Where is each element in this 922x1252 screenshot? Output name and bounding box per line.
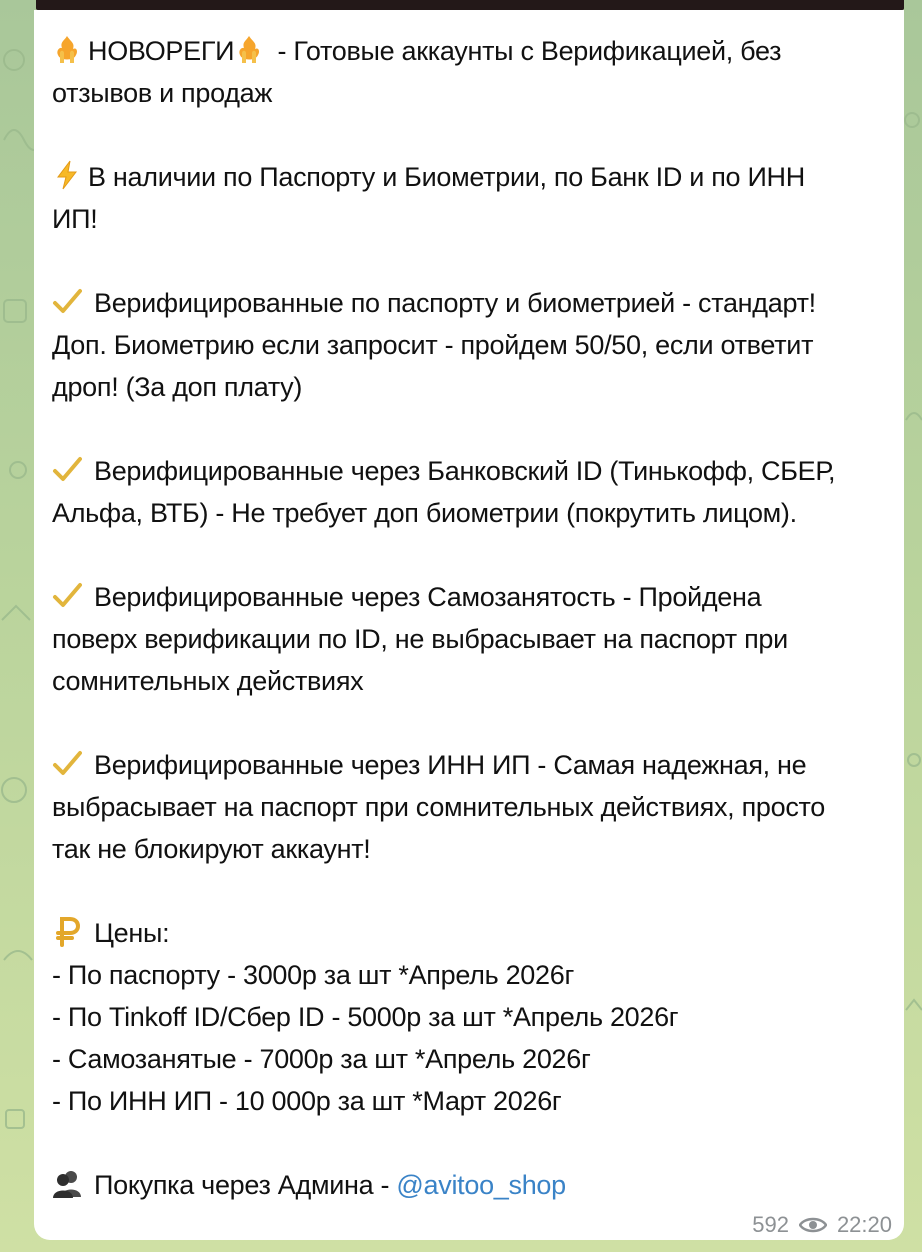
ruble-icon — [52, 915, 82, 947]
message-text — [52, 30, 902, 1206]
feature-paragraph-4 — [52, 744, 902, 870]
feature-1-line-1 — [52, 282, 902, 324]
contact-paragraph — [52, 1164, 902, 1206]
contact-text: Покупка через Админа - — [94, 1170, 397, 1200]
feature-2-line-1-text: Верифицированные через Банковский ID (Тинькофф, СБЕР, — [94, 456, 836, 486]
feature-1-line-3: дроп! (За доп плату) — [52, 372, 303, 402]
feature-3-line-1-text: Верифицированные через Самозанятость - Пройдена — [94, 582, 762, 612]
check-mark-icon — [52, 747, 82, 779]
lightning-icon — [52, 159, 82, 191]
feature-4-line-1-text: Верифицированные через ИНН ИП - Самая надежная, не — [94, 750, 807, 780]
raising-hands-fire-icon — [52, 33, 82, 65]
top-divider — [36, 0, 904, 10]
price-item: - По ИНН ИП - 10 000р за шт *Март 2026г — [52, 1086, 562, 1116]
feature-3-line-2: поверх верификации по ID, не выбрасывает на паспорт при — [52, 624, 788, 654]
feature-2-line-2: Альфа, ВТБ) - Не требует доп биометрии (покрутить лицом). — [52, 498, 797, 528]
price-item: - Самозанятые - 7000р за шт *Апрель 2026г — [52, 1044, 591, 1074]
intro-paragraph — [52, 30, 902, 114]
view-count: 592 — [752, 1212, 789, 1237]
message-time: 22:20 — [836, 1212, 892, 1237]
feature-3-line-1 — [52, 576, 902, 618]
price-item: - По Tinkoff ID/Сбер ID - 5000р за шт *Апрель 2026г — [52, 1002, 679, 1032]
prices-heading — [52, 912, 902, 954]
contact-line — [52, 1164, 902, 1206]
feature-1-line-2: Доп. Биометрию если запросит - пройдем 50/50, если ответит — [52, 330, 814, 360]
feature-4-line-2: выбрасывает на паспорт при сомнительных действиях, просто — [52, 792, 826, 822]
admin-handle-link[interactable]: @avitoo_shop — [396, 1170, 566, 1200]
feature-4-line-1 — [52, 744, 902, 786]
prices-paragraph — [52, 912, 902, 1122]
intro-title: НОВОРЕГИ — [88, 36, 235, 66]
feature-paragraph-3 — [52, 576, 902, 702]
intro-line-2: отзывов и продаж — [52, 78, 273, 108]
availability-line-1-text: В наличии по Паспорту и Биометрии, по Банк ID и по ИНН — [88, 162, 805, 192]
check-mark-icon — [52, 579, 82, 611]
check-mark-icon — [52, 285, 82, 317]
feature-2-line-1 — [52, 450, 902, 492]
availability-line-1 — [52, 156, 902, 198]
availability-paragraph — [52, 156, 902, 240]
eye-icon — [799, 1215, 827, 1235]
intro-line-1 — [52, 30, 902, 72]
people-icon — [52, 1167, 82, 1199]
check-mark-icon — [52, 453, 82, 485]
intro-line-1-text: - Готовые аккаунты с Верификацией, без — [270, 36, 782, 66]
availability-line-2: ИП! — [52, 204, 98, 234]
feature-1-line-1-text: Верифицированные по паспорту и биометрией - стандарт! — [94, 288, 816, 318]
price-item: - По паспорту - 3000р за шт *Апрель 2026г — [52, 960, 574, 990]
feature-paragraph-2 — [52, 450, 902, 534]
feature-paragraph-1 — [52, 282, 902, 408]
message-meta — [752, 1210, 892, 1240]
feature-4-line-3: так не блокируют аккаунт! — [52, 834, 371, 864]
raising-hands-fire-icon — [234, 33, 264, 65]
prices-heading-text: Цены: — [94, 918, 170, 948]
feature-3-line-3: сомнительных действиях — [52, 666, 364, 696]
